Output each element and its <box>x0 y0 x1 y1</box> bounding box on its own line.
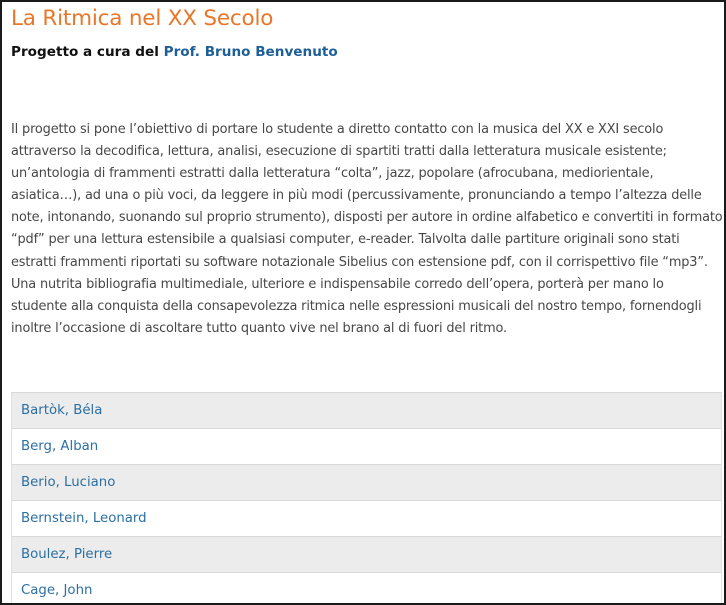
project-description: Il progetto si pone l’obiettivo di portare lo studente a diretto contatto con la musica del XX e XXI secolo attraverso la decodifica, lettura, analisi, esecuzione di spartiti tratti dalla letteratura musicale esistente; un’antologia di frammenti estratti dalla letteratura “colta”, jazz, popolare (afrocubana, mediorientale, asiatica…), ad una o più voci, da leggere in più modi (percussivamente, pronunciando a tempo l’altezza delle note, intonando, suonando sul proprio strumento), disposti per autore in ordine alfabetico e convertiti in formato “pdf” per una lettura estensibile a qualsiasi computer, e-reader. Talvolta dalle partiture originali sono stati estratti frammenti riportati su software notazionale Sibelius con estensione pdf, con il corrispettivo file “mp3”. Una nutrita bibliografia multimediale, ulteriore e indispensabile corredo dell’opera, porterà per mano lo studente alla conquista della consapevolezza ritmica nelle espressioni musicali del nostro tempo, fornendogli inoltre l’occasione di ascoltare tutto quanto vive nel brano al di fuori del ritmo. <box>11 122 723 336</box>
project-author-link[interactable]: Prof. Bruno Benvenuto <box>163 44 338 60</box>
composer-item[interactable]: Berg, Alban <box>11 429 722 465</box>
composer-item[interactable]: Berio, Luciano <box>11 465 722 501</box>
subtitle-prefix: Progetto a cura del <box>11 44 159 60</box>
composer-item[interactable]: Cage, John <box>11 573 722 605</box>
page-title: La Ritmica nel XX Secolo <box>11 6 274 31</box>
project-subtitle <box>2 33 724 61</box>
composer-list <box>11 392 722 605</box>
composer-item[interactable]: Boulez, Pierre <box>11 537 722 573</box>
composer-item[interactable]: Bartòk, Béla <box>11 393 722 429</box>
composer-item[interactable]: Bernstein, Leonard <box>11 501 722 537</box>
